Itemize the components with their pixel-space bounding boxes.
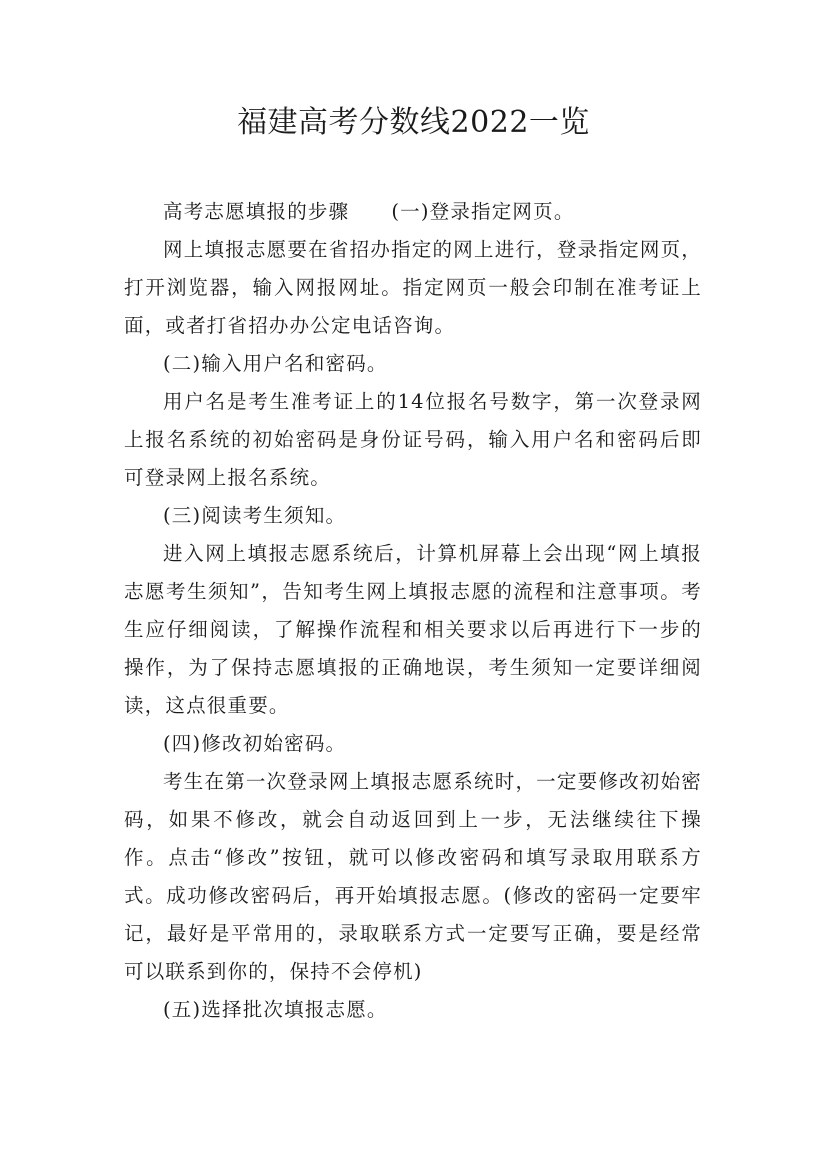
- steps-heading: 高考志愿填报的步骤: [163, 200, 350, 223]
- paragraph-step-2-text: 用户名是考生准考证上的14位报名号数字，第一次登录网上报名系统的初始密码是身份证号码，输入用户名和密码后即可登录网上报名系统。: [124, 390, 702, 489]
- step-4-heading: (四)修改初始密码。: [163, 732, 347, 755]
- page-title: 福建高考分数线2022一览: [237, 105, 590, 140]
- paragraph-step-3-text: 进入网上填报志愿系统后，计算机屏幕上会出现“网上填报志愿考生须知”，告知考生网上填报志愿的流程和注意事项。考生应仔细阅读，了解操作流程和相关要求以后再进行下一步的操作，为了保持志愿填报的正确地误，考生须知一定要详细阅读，这点很重要。: [124, 542, 702, 717]
- step-3-heading: (三)阅读考生须知。: [163, 504, 347, 527]
- paragraph-step-1-text: 网上填报志愿要在省招办指定的网上进行，登录指定网页，打开浏览器，输入网报网址。指定网页一般会印制在准考证上面，或者打省招办办公定电话咨询。: [124, 238, 702, 337]
- paragraph-step-4-text: 考生在第一次登录网上填报志愿系统时，一定要修改初始密码，如果不修改，就会自动返回到上一步，无法继续往下操作。点击“修改”按钮，就可以修改密码和填写录取用联系方式。成功修改密码后，再开始填报志愿。(修改的密码一定要牢记，最好是平常用的，录取联系方式一定要写正确，要是经常可以联系到你的，保持不会停机): [124, 770, 702, 983]
- heading-line: [124, 193, 702, 231]
- step-5-heading: (五)选择批次填报志愿。: [163, 998, 388, 1021]
- step-1-heading: (一)登录指定网页。: [391, 200, 575, 223]
- document-body: [124, 193, 702, 1029]
- step-2-heading: (二)输入用户名和密码。: [163, 352, 388, 375]
